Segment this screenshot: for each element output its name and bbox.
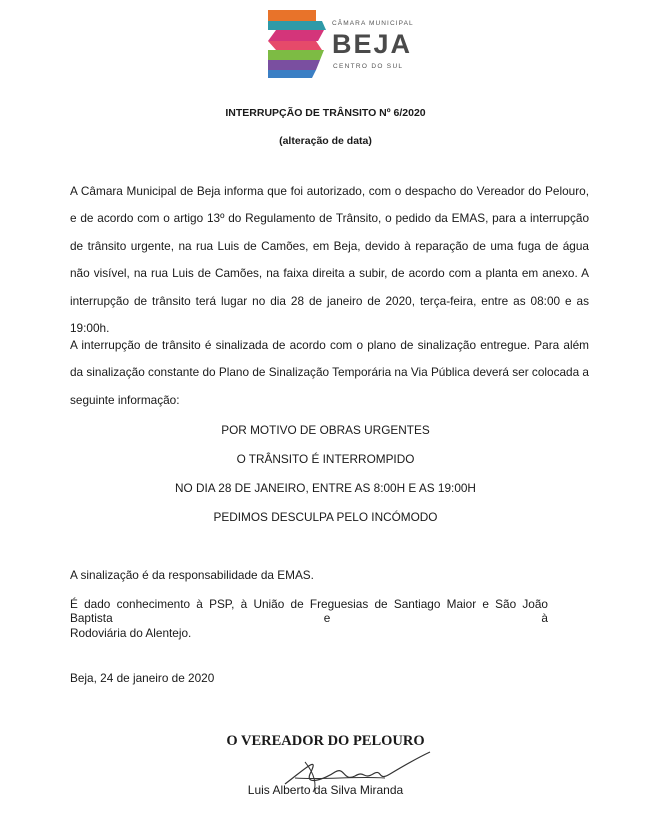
municipal-logo: [266, 10, 414, 80]
notice-line: PEDIMOS DESCULPA PELO INCÓMODO: [213, 510, 438, 524]
place-date: Beja, 24 de janeiro de 2020: [70, 671, 215, 685]
notice-line: NO DIA 28 DE JANEIRO, ENTRE AS 8:00H E AS 19:00H: [175, 481, 476, 495]
document-subtitle: (alteração de data): [279, 135, 372, 147]
signatory-name: Luis Alberto da Silva Miranda: [247, 783, 404, 797]
body-paragraph-1: A Câmara Municipal de Beja informa que foi autorizado, com o despacho do Vereador do Pelouro, e de acordo com o artigo 13º do Regulamento de Trânsito, o pedido da EMAS, para a interrupção de trânsito urgente, na rua Luis de Camões, em Beja, devido à reparação de uma fuga de água não visível, na rua Luis de Camões, na faixa direita a subir, de acordo com a planta em anexo. A interrupção de trânsito terá lugar no dia 28 de janeiro de 2020, terça-feira, entre as 08:00 e as 19:00h.: [70, 184, 589, 336]
document-title: INTERRUPÇÃO DE TRÂNSITO Nº 6/2020: [225, 107, 426, 119]
responsibility-text: A sinalização é da responsabilidade da EMAS.: [70, 568, 314, 582]
logo-top-text: CÂMARA MUNICIPAL: [332, 20, 414, 27]
notice-line: POR MOTIVO DE OBRAS URGENTES: [221, 423, 430, 437]
logo-sub-text: CENTRO DO SUL: [333, 63, 404, 70]
notice-line: O TRÂNSITO É INTERROMPIDO: [236, 452, 415, 466]
beja-logo-mark-icon: [266, 10, 330, 80]
body-paragraph-2: A interrupção de trânsito é sinalizada de acordo com o plano de sinalização entregue. Para além da sinalização constante do Plano de Sinalização Temporária na Via Pública deverá ser colocada a seguinte informação:: [70, 338, 589, 407]
knowledge-text-line-1: É dado conhecimento à PSP, à União de Freguesias de Santiago Maior e São João Baptista e à: [70, 597, 548, 625]
signatory-role: O VEREADOR DO PELOURO: [226, 733, 425, 749]
logo-name: BEJA: [332, 29, 413, 59]
knowledge-text-line-2: Rodoviária do Alentejo.: [70, 626, 192, 640]
